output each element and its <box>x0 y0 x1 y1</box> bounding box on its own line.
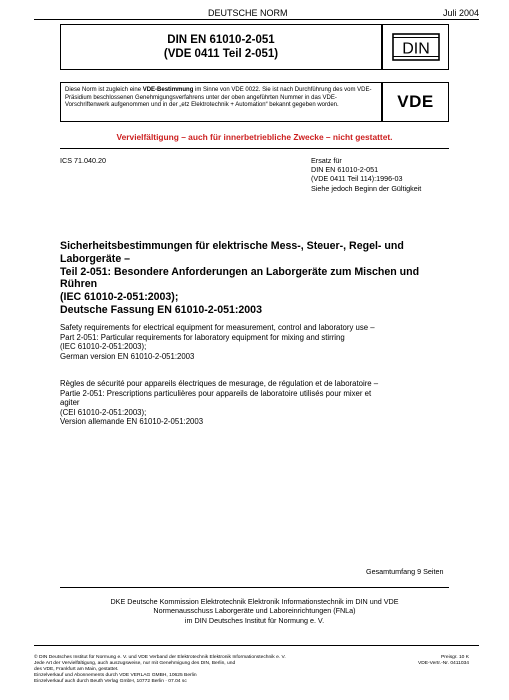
committee-line: DKE Deutsche Kommission Elektrotechnik Elektronik Informationstechnik im DIN und VDE <box>110 597 399 606</box>
vde-number: (VDE 0411 Teil 2-051) <box>163 48 279 60</box>
title-line: Partie 2-051: Prescriptions particulières pour appareils de laboratoire utilisés pour mixer et <box>60 388 372 398</box>
title-line: German version EN 61010-2-051:2003 <box>60 351 195 361</box>
title-line: Version allemande EN 61010-2-051:2003 <box>60 417 204 427</box>
title-line: Sicherheitsbestimmungen für elektrische Mess-, Steuer-, Regel- und <box>60 240 404 252</box>
french-title <box>60 379 460 427</box>
price-info <box>403 655 469 667</box>
publication-date: Juli 2004 <box>442 8 479 18</box>
title-line: Règles de sécurité pour appareils électriques de mesurage, de régulation et de laboratoire – <box>60 379 379 388</box>
title-line: Rühren <box>60 278 98 291</box>
title-line: (IEC 61010-2-051:2003); <box>60 342 147 352</box>
document-type-label: DEUTSCHE NORM <box>208 8 288 18</box>
price-group: Preisgr. 10 K <box>441 655 469 660</box>
vde-notice <box>60 82 382 122</box>
replacement-info <box>311 156 421 193</box>
title-line: (IEC 61010-2-051:2003); <box>60 291 179 304</box>
warning-rule <box>60 148 449 149</box>
copyright-line: Jede Art der Vervielfältigung, auch auszugsweise, nur mit Genehmigung des DIN, Berlin, und <box>34 661 236 667</box>
replacement-line: DIN EN 61010-2-051 <box>311 165 379 175</box>
copyright-line: © DIN Deutsches Institut für Normung e. V. und VDE Verband der Elektrotechnik Elektronik Informationstechnik e. V. <box>34 655 286 660</box>
footer-rule <box>34 645 479 646</box>
committee-info <box>60 597 449 625</box>
vde-sales-number: VDE-Vertr.-Nr. 0411034 <box>417 661 469 667</box>
din-logo-text: DIN <box>401 40 430 58</box>
english-title <box>60 323 460 361</box>
pages-rule <box>60 587 449 588</box>
copyright-line: Einzelverkauf und Abonnements durch VDE VERLAG GMBH, 10625 Berlin <box>34 673 197 679</box>
header-rule <box>34 19 479 20</box>
notice-text-part2: im Sinne von VDE 0022. Sie ist nach Durchführung des vom VDE-Präsidium beschlossenen Genehmigungsverfahrens unter der oben angeführten Nummer in das VDE-Vorschriftenwerk aufgenommen und in der „etz Elektrotechnik + Automation“ bekannt gegeben worden. <box>65 87 372 109</box>
replacement-line: (VDE 0411 Teil 114):1996-03 <box>311 174 403 184</box>
din-logo <box>382 24 449 70</box>
standard-number-box <box>60 24 382 70</box>
title-line: (CEI 61010-2-051:2003); <box>60 407 147 417</box>
title-line: agiter <box>60 398 80 408</box>
title-line: Teil 2-051: Besondere Anforderungen an Laborgeräte zum Mischen und <box>60 265 420 278</box>
notice-text-bold: VDE-Bestimmung <box>142 87 194 93</box>
vde-logo-text: VDE <box>397 92 434 111</box>
notice-text-part1: Diese Norm ist zugleich eine <box>65 87 143 93</box>
committee-line: im DIN Deutsches Institut für Normung e. V. <box>184 615 325 625</box>
title-line: Laborgeräte – <box>60 252 131 265</box>
committee-line: Normenausschuss Laborgeräte und Laboreinrichtungen (FNLa) <box>153 606 356 616</box>
copyright-notice <box>34 655 404 685</box>
replacement-line: Siehe jedoch Beginn der Gültigkeit <box>311 183 422 193</box>
replacement-line: Ersatz für <box>311 156 342 165</box>
title-line: Deutsche Fassung EN 61010-2-051:2003 <box>60 303 262 316</box>
copyright-line: des VDE, Frankfurt am Main, gestattet. <box>34 667 119 673</box>
german-title <box>60 240 460 317</box>
reproduction-warning: Vervielfältigung – auch für innerbetriebliche Zwecke – nicht gestattet. <box>116 132 393 142</box>
copyright-line: Einzelverkauf auch durch Beuth Verlag GmbH, 10772 Berlin · 07.04 sc <box>34 679 187 685</box>
ics-code: ICS 71.040.20 <box>60 156 106 165</box>
vde-logo <box>382 82 449 122</box>
title-line: Safety requirements for electrical equipment for measurement, control and laboratory use – <box>60 323 375 332</box>
title-line: Part 2-051: Particular requirements for laboratory equipment for mixing and stirring <box>60 332 345 342</box>
total-pages: Gesamtumfang 9 Seiten <box>366 567 444 576</box>
standard-number: DIN EN 61010-2-051 <box>167 34 275 46</box>
din-logo-icon <box>391 32 441 62</box>
